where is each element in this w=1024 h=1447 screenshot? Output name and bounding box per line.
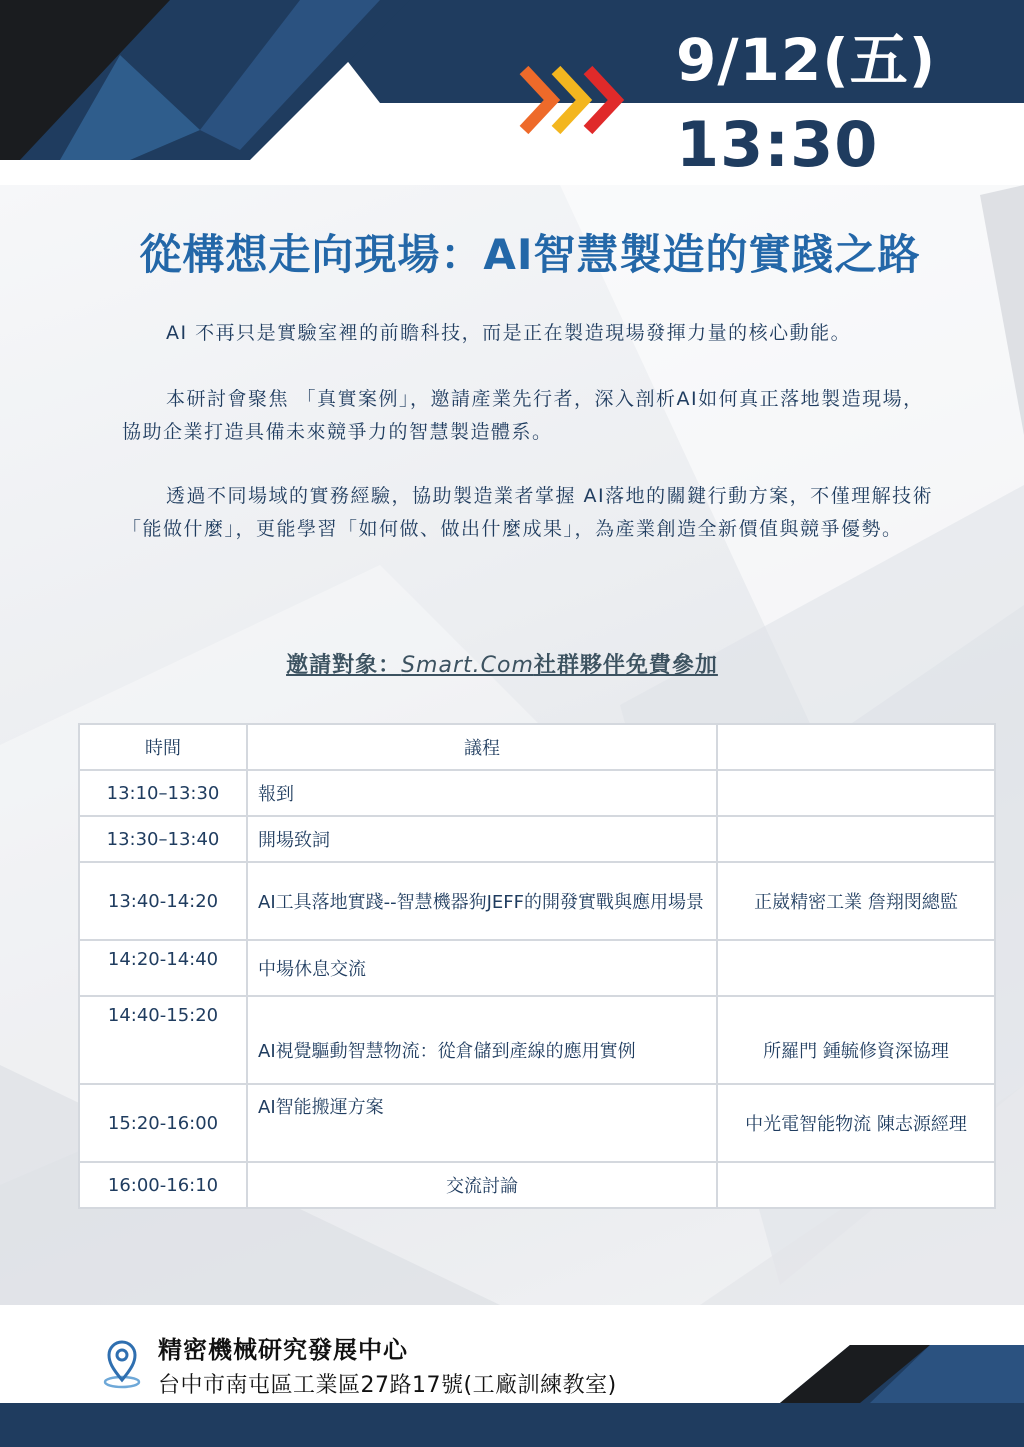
row-topic: 報到 xyxy=(247,770,717,816)
table-row xyxy=(79,1162,995,1208)
row-speaker: 正崴精密工業 詹翔閔總監 xyxy=(717,862,995,940)
row-topic: AI視覺驅動智慧物流：從倉儲到產線的應用實例 xyxy=(247,996,717,1084)
row-topic: 開場致詞 xyxy=(247,816,717,862)
table-row xyxy=(79,996,995,1084)
chevron-arrows-icon xyxy=(518,64,628,136)
table-row xyxy=(79,862,995,940)
table-header-row xyxy=(79,724,995,770)
table-row xyxy=(79,816,995,862)
page-title: 從構想走向現場：AI智慧製造的實踐之路 xyxy=(139,230,921,279)
row-time: 13:40-14:20 xyxy=(79,862,247,940)
column-header-agenda: 議程 xyxy=(247,724,717,770)
organization-name: 精密機械研究發展中心 xyxy=(158,1336,408,1364)
row-time: 14:20-14:40 xyxy=(79,940,247,996)
row-speaker: 中光電智能物流 陳志源經理 xyxy=(717,1084,995,1162)
venue-address: 台中市南屯區工業區27路17號(工廠訓練教室) xyxy=(158,1373,617,1398)
event-time: 13:30 xyxy=(676,108,879,181)
row-topic: AI工具落地實踐--智慧機器狗JEFF的開發實戰與應用場景 xyxy=(247,862,717,940)
table-row xyxy=(79,940,995,996)
intro-paragraph-1: AI 不再只是實驗室裡的前瞻科技，而是正在製造現場發揮力量的核心動能。 xyxy=(166,322,852,344)
row-speaker xyxy=(717,816,995,862)
row-speaker: 所羅門 鍾毓修資深協理 xyxy=(717,996,995,1084)
column-header-time: 時間 xyxy=(79,724,247,770)
row-time: 16:00-16:10 xyxy=(79,1162,247,1208)
invite-line: 邀請對象：Smart.Com社群夥伴免費參加 xyxy=(286,653,718,678)
agenda-table xyxy=(78,723,996,1209)
table-row xyxy=(79,1084,995,1162)
intro-paragraph-2: 本研討會聚焦 「真實案例」，邀請產業先行者，深入剖析AI如何真正落地製造現場，協助企業打造具備未來競爭力的智慧製造體系。 xyxy=(122,388,924,443)
row-time: 13:30–13:40 xyxy=(79,816,247,862)
row-time: 14:40-15:20 xyxy=(79,996,247,1084)
intro-paragraph-3: 透過不同場域的實務經驗，協助製造業者掌握 AI落地的關鍵行動方案，不僅理解技術「能做什麼」，更能學習「如何做、做出什麼成果」，為產業創造全新價值與競爭優勢。 xyxy=(122,485,934,540)
location-pin-icon xyxy=(102,1338,142,1390)
row-speaker xyxy=(717,940,995,996)
brand-name: Smart.Com xyxy=(401,653,534,678)
row-time: 15:20-16:00 xyxy=(79,1084,247,1162)
row-topic: AI智能搬運方案 xyxy=(247,1084,717,1162)
row-topic: 交流討論 xyxy=(247,1162,717,1208)
event-date: 9/12(五) xyxy=(676,26,937,94)
row-topic: 中場休息交流 xyxy=(247,940,717,996)
table-row xyxy=(79,770,995,816)
row-time: 13:10–13:30 xyxy=(79,770,247,816)
column-header-speaker xyxy=(717,724,995,770)
row-speaker xyxy=(717,1162,995,1208)
row-speaker xyxy=(717,770,995,816)
